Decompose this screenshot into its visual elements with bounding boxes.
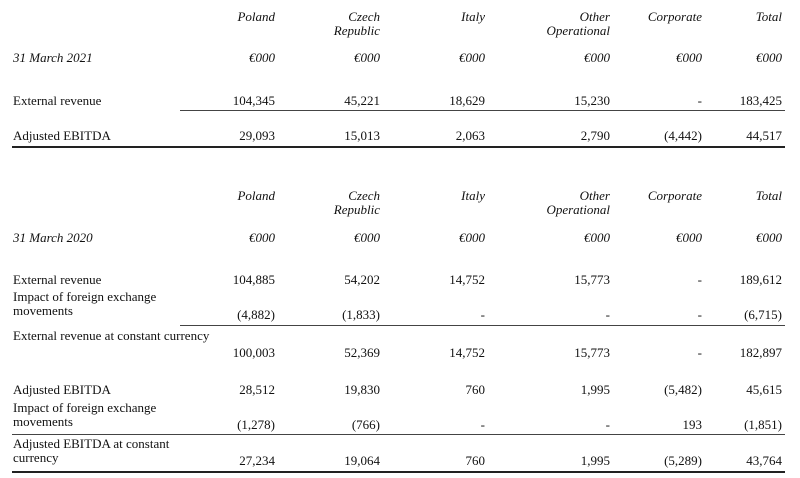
- unit-total: €000: [756, 230, 782, 245]
- col-header-italy: Italy: [461, 9, 485, 24]
- col-header-corporate: Corporate: [647, 188, 702, 203]
- cell-value: 182,897: [739, 345, 782, 360]
- row-label: Adjusted EBITDA: [13, 382, 111, 397]
- cell-value: 1,995: [580, 382, 610, 397]
- col-header-other-operational: Other Operational: [546, 188, 610, 217]
- cell-value: 2,063: [455, 128, 485, 143]
- period-label-2021: 31 March 2021: [13, 50, 93, 65]
- col-header-italy: Italy: [461, 188, 485, 203]
- cell-value: (5,482): [664, 382, 702, 397]
- unit-corporate: €000: [676, 50, 702, 65]
- cell-value: 15,773: [574, 345, 610, 360]
- cell-value: 189,612: [739, 272, 782, 287]
- unit-italy: €000: [459, 230, 485, 245]
- unit-other: €000: [584, 50, 610, 65]
- cell-value: 18,629: [449, 93, 485, 108]
- table-bottom-rule: [12, 146, 785, 148]
- unit-poland: €000: [249, 50, 275, 65]
- cell-value: 193: [682, 417, 702, 432]
- col-header-total: Total: [755, 188, 782, 203]
- unit-czech: €000: [354, 50, 380, 65]
- cell-value: -: [697, 93, 702, 108]
- cell-value: 27,234: [239, 453, 275, 468]
- cell-value: (1,833): [342, 307, 380, 322]
- row-label: External revenue at constant currency: [13, 328, 210, 343]
- table-bottom-rule: [12, 471, 785, 473]
- cell-value: 43,764: [746, 453, 782, 468]
- cell-value: -: [605, 307, 610, 322]
- row-label: Adjusted EBITDA at constant currency: [13, 436, 170, 465]
- cell-value: 14,752: [449, 272, 485, 287]
- row-label: External revenue: [13, 272, 102, 287]
- cell-value: 104,345: [232, 93, 275, 108]
- col-header-poland: Poland: [237, 9, 275, 24]
- cell-value: 14,752: [449, 345, 485, 360]
- cell-value: 760: [465, 453, 485, 468]
- cell-value: (4,442): [664, 128, 702, 143]
- col-header-other-operational: Other Operational: [546, 9, 610, 38]
- cell-value: 52,369: [344, 345, 380, 360]
- col-header-czech-republic: Czech Republic: [333, 188, 380, 217]
- row-divider: [180, 110, 785, 111]
- cell-value: 29,093: [239, 128, 275, 143]
- unit-czech: €000: [354, 230, 380, 245]
- row-label: Adjusted EBITDA: [13, 128, 111, 143]
- unit-poland: €000: [249, 230, 275, 245]
- cell-value: 183,425: [739, 93, 782, 108]
- cell-value: (6,715): [744, 307, 782, 322]
- cell-value: -: [480, 417, 485, 432]
- cell-value: 45,615: [746, 382, 782, 397]
- row-label: Impact of foreign exchange movements: [13, 400, 157, 429]
- cell-value: 15,773: [574, 272, 610, 287]
- cell-value: 100,003: [232, 345, 275, 360]
- cell-value: -: [697, 307, 702, 322]
- cell-value: 19,830: [344, 382, 380, 397]
- cell-value: 15,013: [344, 128, 380, 143]
- row-divider: [12, 434, 785, 435]
- cell-value: 54,202: [344, 272, 380, 287]
- col-header-czech-republic: Czech Republic: [333, 9, 380, 38]
- row-label: Impact of foreign exchange movements: [13, 289, 157, 318]
- row-divider: [180, 325, 785, 326]
- cell-value: -: [480, 307, 485, 322]
- col-header-total: Total: [755, 9, 782, 24]
- unit-other: €000: [584, 230, 610, 245]
- cell-value: 45,221: [344, 93, 380, 108]
- period-label-2020: 31 March 2020: [13, 230, 93, 245]
- cell-value: (5,289): [664, 453, 702, 468]
- unit-total: €000: [756, 50, 782, 65]
- cell-value: 28,512: [239, 382, 275, 397]
- cell-value: (4,882): [237, 307, 275, 322]
- row-label: External revenue: [13, 93, 102, 108]
- cell-value: (1,278): [237, 417, 275, 432]
- cell-value: -: [697, 272, 702, 287]
- col-header-poland: Poland: [237, 188, 275, 203]
- cell-value: 1,995: [580, 453, 610, 468]
- cell-value: (766): [351, 417, 380, 432]
- cell-value: 15,230: [574, 93, 610, 108]
- cell-value: 2,790: [580, 128, 610, 143]
- cell-value: -: [605, 417, 610, 432]
- unit-italy: €000: [459, 50, 485, 65]
- cell-value: (1,851): [744, 417, 782, 432]
- cell-value: 104,885: [232, 272, 275, 287]
- cell-value: 19,064: [344, 453, 380, 468]
- col-header-corporate: Corporate: [647, 9, 702, 24]
- unit-corporate: €000: [676, 230, 702, 245]
- cell-value: -: [697, 345, 702, 360]
- cell-value: 760: [465, 382, 485, 397]
- cell-value: 44,517: [746, 128, 782, 143]
